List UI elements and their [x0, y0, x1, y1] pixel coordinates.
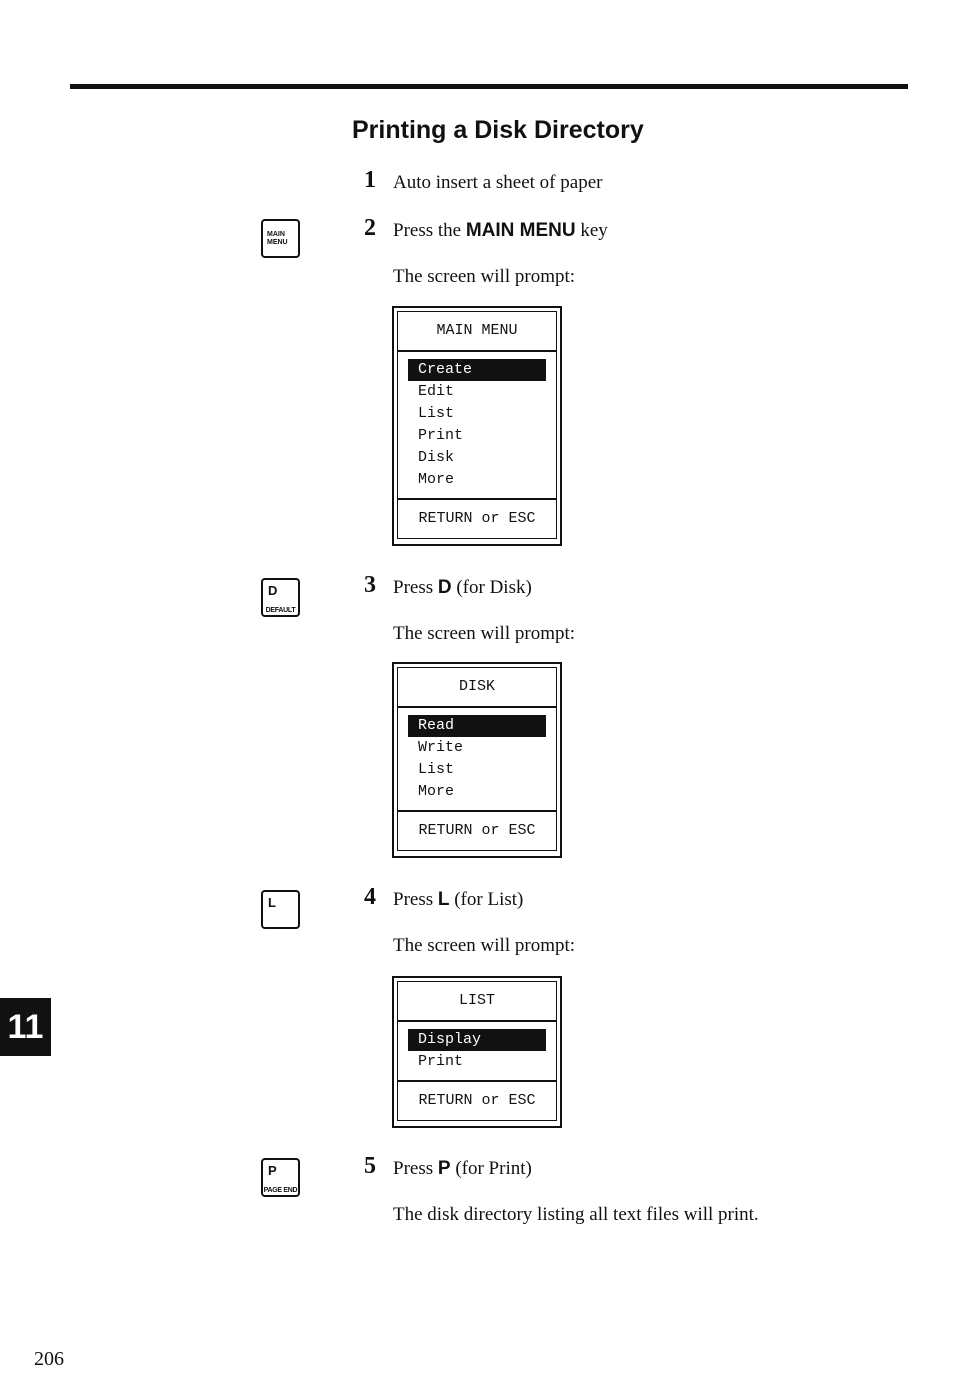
step-3-text	[393, 577, 532, 599]
step-4-post: (for List)	[449, 889, 524, 910]
l-key-icon	[261, 890, 300, 929]
chapter-tab: 11	[0, 998, 51, 1056]
prompt-text-1: The screen will prompt:	[393, 266, 576, 287]
menu-item-create: Create	[408, 359, 546, 381]
step-4-text	[393, 889, 523, 911]
menu-item-read: Read	[408, 715, 546, 737]
step-5-pre: Press	[393, 1158, 438, 1179]
menu-item-print: Print	[418, 1053, 464, 1070]
menu-item-print: Print	[418, 427, 464, 444]
step-5-post: (for Print)	[450, 1158, 532, 1179]
top-rule	[70, 84, 908, 89]
screen-header: MAIN MENU	[398, 312, 556, 352]
disk-screen	[392, 662, 562, 858]
menu-item-edit: Edit	[418, 383, 455, 400]
step-2-pre: Press the	[393, 220, 466, 241]
screen-header: DISK	[398, 668, 556, 708]
menu-item-display: Display	[408, 1029, 546, 1051]
screen-header: LIST	[398, 982, 556, 1022]
step-3-post: (for Disk)	[451, 577, 532, 598]
step-2-number: 2	[364, 215, 376, 241]
key-label-line1: MAIN	[267, 231, 285, 238]
step-5-number: 5	[364, 1153, 376, 1179]
step-5-key: P	[437, 1158, 451, 1179]
step-4-number: 4	[364, 884, 376, 910]
step-4-key: L	[437, 889, 450, 910]
step-5-text	[393, 1158, 532, 1180]
screen-footer: RETURN or ESC	[398, 810, 556, 850]
step-4-pre: Press	[393, 889, 438, 910]
step-2-key: MAIN MENU	[465, 220, 576, 241]
key-letter: P	[268, 1163, 277, 1178]
page-number: 206	[34, 1348, 64, 1370]
menu-item-more: More	[418, 471, 455, 488]
menu-item-list: List	[418, 405, 455, 422]
menu-item-write: Write	[418, 739, 464, 756]
menu-item-list: List	[418, 761, 455, 778]
step-2-post: key	[575, 220, 608, 241]
page-title: Printing a Disk Directory	[352, 116, 644, 144]
main-menu-key-icon	[261, 219, 300, 258]
key-sublabel: PAGE END	[263, 1187, 298, 1194]
p-key-icon	[261, 1158, 300, 1197]
key-letter: L	[268, 895, 276, 910]
final-text: The disk directory listing all text files will print.	[393, 1204, 759, 1225]
menu-item-disk: Disk	[418, 449, 455, 466]
screen-footer: RETURN or ESC	[398, 1080, 556, 1120]
d-key-icon	[261, 578, 300, 617]
key-sublabel: DEFAULT	[265, 607, 296, 614]
step-1-text: Auto insert a sheet of paper	[393, 172, 603, 193]
menu-item-more: More	[418, 783, 455, 800]
step-1-number: 1	[364, 167, 376, 193]
key-label-line2: MENU	[267, 239, 288, 246]
screen-footer: RETURN or ESC	[398, 498, 556, 538]
step-3-pre: Press	[393, 577, 438, 598]
prompt-text-3: The screen will prompt:	[393, 935, 576, 956]
step-2-text	[393, 220, 608, 242]
prompt-text-2: The screen will prompt:	[393, 623, 576, 644]
main-menu-screen	[392, 306, 562, 546]
step-3-number: 3	[364, 572, 376, 598]
step-3-key: D	[437, 577, 452, 598]
list-screen	[392, 976, 562, 1128]
key-letter: D	[268, 583, 278, 598]
